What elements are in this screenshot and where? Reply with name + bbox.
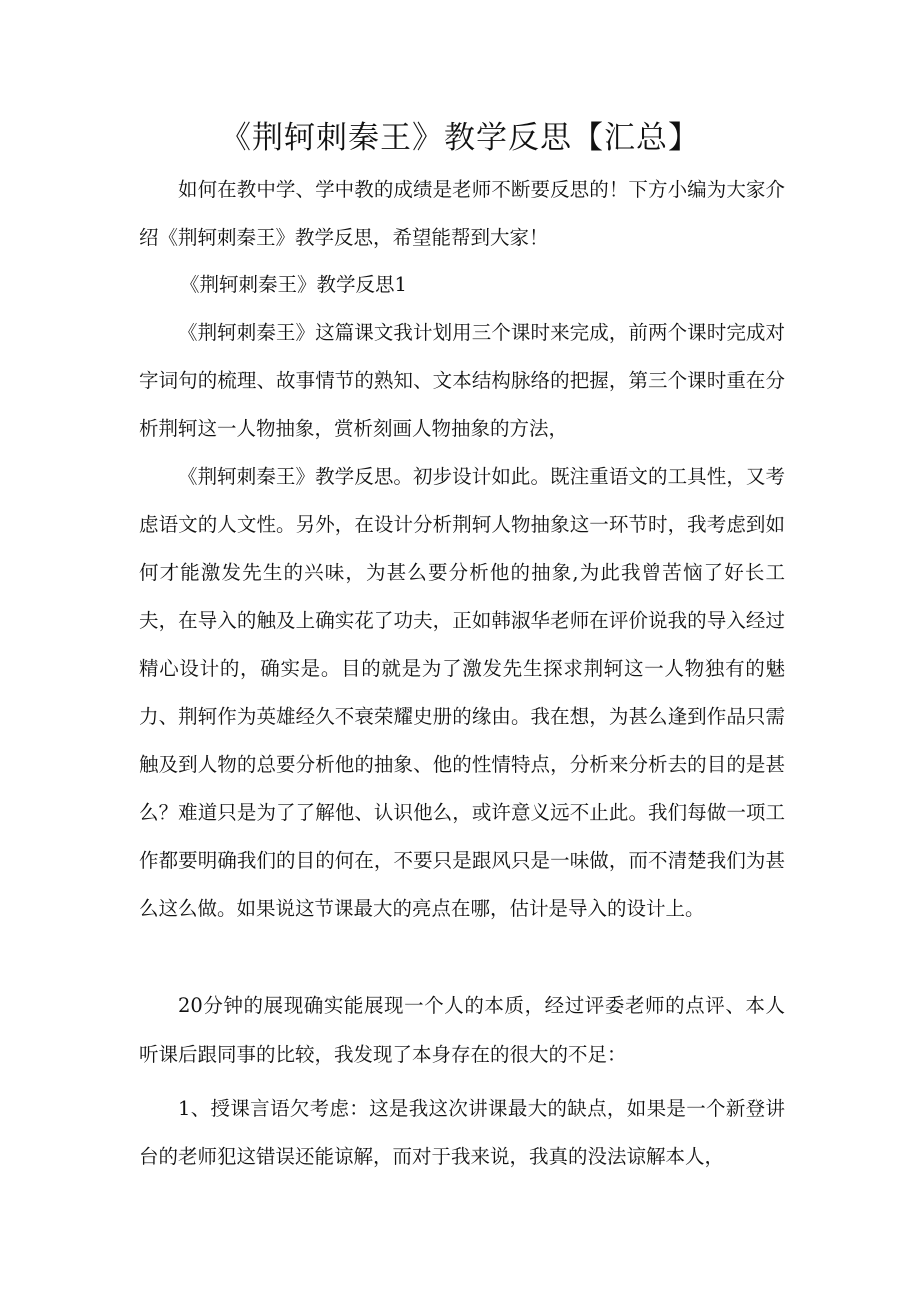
body-paragraph: 《荆轲刺秦王》这篇课文我计划用三个课时来完成，前两个课时完成对字词句的梳理、故事情节的熟知、文本结构脉络的把握，第三个课时重在分析荆轲这一人物抽象，赏析刻画人物抽象的方法， xyxy=(139,321,785,440)
body-paragraph: 《荆轲刺秦王》教学反思。初步设计如此。既注重语文的工具性，又考虑语文的人文性。另外，在设计分析荆轲人物抽象这一环节时，我考虑到如何才能激发先生的兴味，为甚么要分析他的抽象,为此我曾苦恼了好长工夫，在导入的触及上确实花了功夫，正如韩淑华老师在评价说我的导入经过精心设计的，确实是。目的就是为了激发先生探求荆轲这一人物独有的魅力、荆轲作为英雄经久不衰荣耀史册的缘由。我在想，为甚么逢到作品只需触及到人物的总要分析他的抽象、他的性情特点，分析来分析去的目的是甚么？难道只是为了了解他、认识他么，或许意义远不止此。我们每做一项工作都要明确我们的目的何在，不要只是跟风只是一味做，而不清楚我们为甚么这么做。如果说这节课最大的亮点在哪，估计是导入的设计上。 xyxy=(139,465,785,920)
body-paragraph: 20分钟的展现确实能展现一个人的本质，经过评委老师的点评、本人听课后跟同事的比较，我发现了本身存在的很大的不足： xyxy=(139,994,785,1066)
section-heading: 《荆轲刺秦王》教学反思1 xyxy=(180,273,407,296)
document-title: 《荆轲刺秦王》教学反思【汇总】 xyxy=(220,120,700,156)
intro-paragraph: 如何在教中学、学中教的成绩是老师不断要反思的！下方小编为大家介绍《荆轲刺秦王》教学反思，希望能帮到大家！ xyxy=(139,178,785,249)
body-paragraph: 1、授课言语欠考虑：这是我这次讲课最大的缺点，如果是一个新登讲台的老师犯这错误还能谅解，而对于我来说，我真的没法谅解本人， xyxy=(139,1097,785,1168)
